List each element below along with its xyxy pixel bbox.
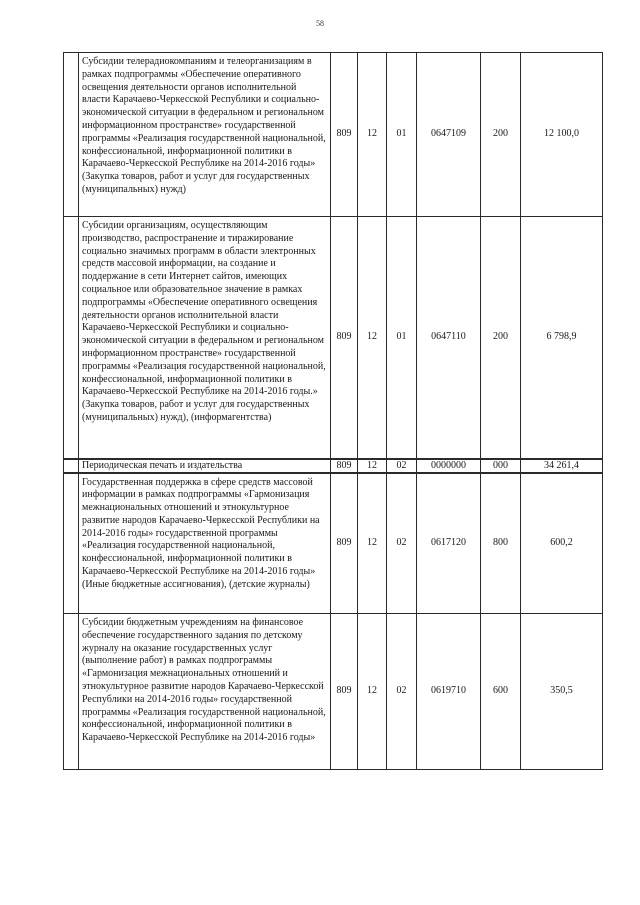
row-gutter [64, 614, 79, 770]
row-target: 0619710 [417, 614, 481, 770]
row-expense-type: 200 [481, 53, 521, 217]
row-section: 12 [358, 473, 387, 614]
row-section: 12 [358, 53, 387, 217]
row-section: 12 [358, 217, 387, 459]
row-description: Субсидии бюджетным учреждениям на финансовое обеспечение государственного задания по детскому журналу на оказание государственных услуг (выполнение работ) в рамках подпрограммы «Гармонизация межнациональных отношений и этнокультурное развитие народов Карачаево-Черкесской Республики на 2014-2016 годы» государственной программы «Реализация государственной национальной, конфессиональной, информационной политики в Карачаево-Черкесской Республике на 2014-2016 годы» [79, 614, 331, 770]
row-section: 12 [358, 459, 387, 473]
row-description: Субсидии телерадиокомпаниям и телеорганизациям в рамках подпрограммы «Обеспечение оперативного освещения деятельности органов исполнительной власти Карачаево-Черкесской Республики и социально-экономической ситуации в федеральном и региональном информационном пространстве» государственной программы «Реализация государственной национальной, конфессиональной, информационной политики в Карачаево-Черкесской Республике на 2014-2016 годы» (Закупка товаров, работ и услуг для государственных (муниципальных) нужд) [79, 53, 331, 217]
row-target: 0647110 [417, 217, 481, 459]
row-target: 0617120 [417, 473, 481, 614]
table-row [64, 614, 603, 770]
row-description: Государственная поддержка в сфере средств массовой информации в рамках подпрограммы «Гармонизация межнациональных отношений и этнокультурное развитие народов Карачаево-Черкесской Республики на 2014-2016 годы» государственной программы «Реализация государственной национальной, конфессиональной, информационной политики в Карачаево-Черкесской Республике на 2014-2016 годы» (Иные бюджетные ассигнования), (детские журналы) [79, 473, 331, 614]
row-ministry: 809 [331, 614, 358, 770]
row-amount: 600,2 [521, 473, 603, 614]
row-expense-type: 000 [481, 459, 521, 473]
row-description: Субсидии организациям, осуществляющим производство, распространение и тиражирование социально значимых программ в области электронных средств массовой информации, на создание и поддержание в сети Интернет сайтов, имеющих социальное или образовательное значение в рамках подпрограммы «Обеспечение оперативного освещения деятельности органов исполнительной власти Карачаево-Черкесской Республики и социально-экономической ситуации в федеральном и региональном информационном пространстве» государственной программы «Реализация государственной национальной, конфессиональной, информационной политики в Карачаево-Черкесской Республике на 2014-2016 годы.» (Закупка товаров, работ и услуг для государственных (муниципальных) нужд), (информагентства) [79, 217, 331, 459]
row-section: 12 [358, 614, 387, 770]
row-ministry: 809 [331, 53, 358, 217]
budget-table [63, 52, 603, 770]
row-subsection: 02 [387, 614, 417, 770]
row-gutter [64, 473, 79, 614]
row-target: 0000000 [417, 459, 481, 473]
row-subsection: 01 [387, 53, 417, 217]
row-expense-type: 600 [481, 614, 521, 770]
row-expense-type: 800 [481, 473, 521, 614]
row-subsection: 02 [387, 473, 417, 614]
row-amount: 350,5 [521, 614, 603, 770]
row-ministry: 809 [331, 459, 358, 473]
table-row [64, 217, 603, 459]
table-row [64, 53, 603, 217]
row-amount: 12 100,0 [521, 53, 603, 217]
row-gutter [64, 217, 79, 459]
table-row [64, 473, 603, 614]
page-number: 58 [316, 19, 324, 28]
row-target: 0647109 [417, 53, 481, 217]
row-gutter [64, 53, 79, 217]
row-ministry: 809 [331, 473, 358, 614]
row-ministry: 809 [331, 217, 358, 459]
row-subsection: 02 [387, 459, 417, 473]
row-gutter [64, 459, 79, 473]
row-description: Периодическая печать и издательства [79, 459, 331, 473]
row-amount: 34 261,4 [521, 459, 603, 473]
row-amount: 6 798,9 [521, 217, 603, 459]
row-expense-type: 200 [481, 217, 521, 459]
table-row [64, 459, 603, 473]
row-subsection: 01 [387, 217, 417, 459]
